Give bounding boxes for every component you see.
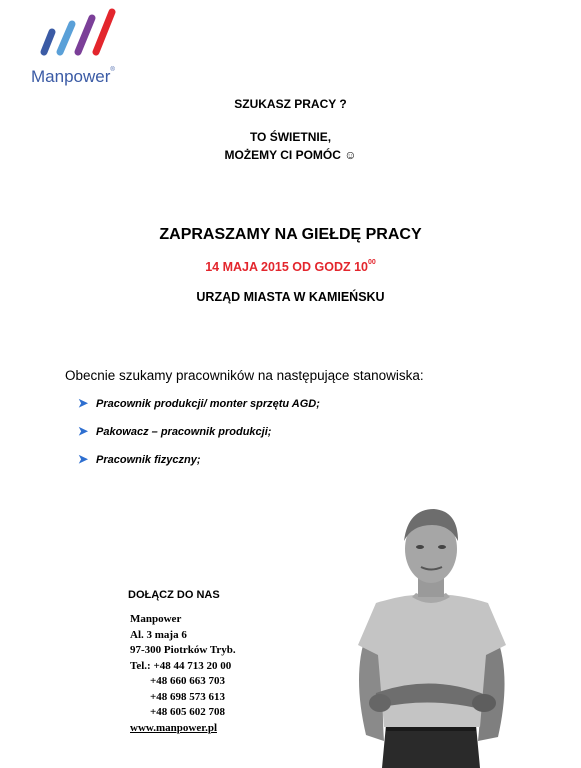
event-headline: ZAPRASZAMY NA GIEŁDĘ PRACY <box>159 226 422 243</box>
worker-photo <box>346 505 516 768</box>
arrow-bullet-icon: ➤ <box>78 396 89 410</box>
contact-block <box>130 612 236 736</box>
arrow-bullet-icon: ➤ <box>78 452 89 466</box>
header-answer-line2: MOŻEMY CI POMÓC ☺ <box>224 148 357 162</box>
contact-phone: +48 698 573 613 <box>150 690 226 703</box>
jobs-intro: Obecnie szukamy pracowników na następujące stanowiska: <box>65 368 424 383</box>
contact-phone: +48 605 602 708 <box>150 706 226 718</box>
event-date: 14 MAJA 2015 OD GODZ $10^{00}$ <box>205 259 376 274</box>
header-question: SZUKASZ PRACY ? <box>234 97 347 111</box>
arrow-bullet-icon: ➤ <box>78 424 89 438</box>
contact-city: 97-300 Piotrków Tryb. <box>130 644 236 656</box>
contact-phone: +48 660 663 703 <box>150 675 226 687</box>
job-item: ➤ Pakowacz – pracownik produkcji; <box>78 424 272 438</box>
header-answer <box>0 128 581 164</box>
job-item: ➤ Pracownik fizyczny; <box>78 452 201 466</box>
job-item: ➤ Pracownik produkcji/ monter sprzętu AGD; <box>78 396 320 410</box>
contact-company: Manpower <box>130 613 182 625</box>
website-link[interactable]: www.manpower.pl <box>130 721 217 734</box>
header-answer-line1: TO ŚWIETNIE, <box>249 130 332 144</box>
event-place: URZĄD MIASTA W KAMIEŃSKU <box>196 290 385 304</box>
logo-wordmark: Manpower® <box>31 67 115 86</box>
contact-street: Al. 3 maja 6 <box>130 628 187 641</box>
contact-heading: DOŁĄCZ DO NAS <box>128 589 220 601</box>
contact-phone-row: Tel.: +48 44 713 20 00 <box>130 659 232 672</box>
